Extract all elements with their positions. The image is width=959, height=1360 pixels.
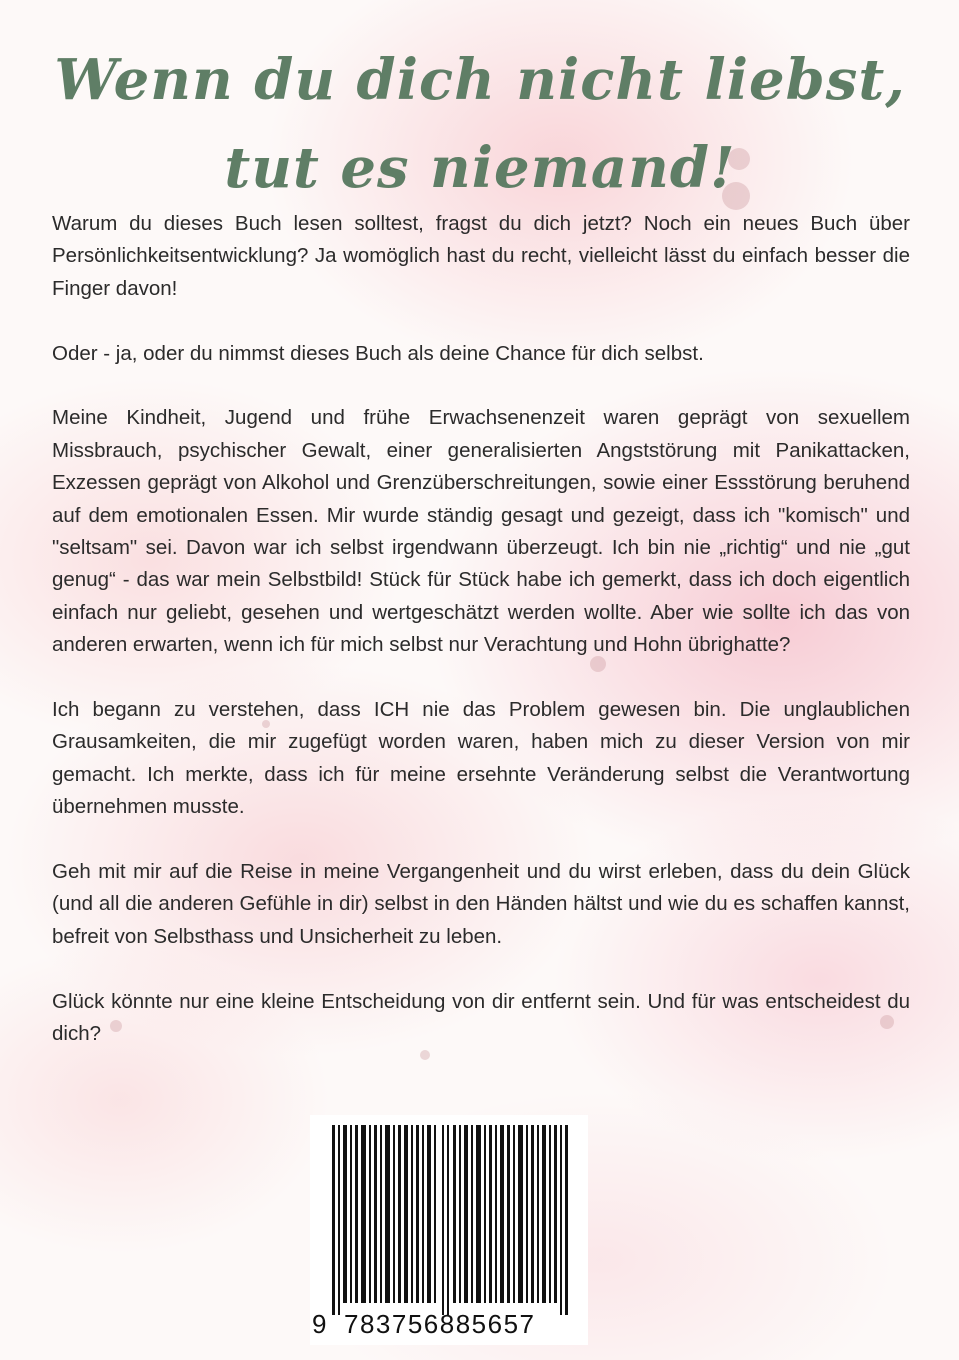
- paragraph-4: Ich begann zu verstehen, dass ICH nie das Problem gewesen bin. Die unglaublichen Grausamkeiten, die mir zugefügt worden waren, haben mich zu dieser Version von mir gemacht. Ich merkte, dass ich für meine ersehnte Veränderung selbst die Verantwortung übernehmen musste.: [52, 698, 910, 819]
- isbn-barcode: [310, 1115, 588, 1345]
- paragraph-6: Glück könnte nur eine kleine Entscheidung von dir entfernt sein. Und für was entscheidest du dich?: [52, 989, 910, 1046]
- isbn-first-digit: 9: [312, 1309, 327, 1339]
- barcode-bars: [332, 1125, 568, 1315]
- paragraph-1: Warum du dieses Buch lesen solltest, fragst du dich jetzt? Noch ein neues Buch über Persönlichkeitsentwicklung? Ja womöglich hast du recht, vielleicht lässt du einfach besser die Finger davon!: [52, 212, 910, 300]
- paragraph-3: Meine Kindheit, Jugend und frühe Erwachsenenzeit waren geprägt von sexuellem Missbrauch, psychischer Gewalt, einer generalisierten Angststörung mit Panikattacken, Exzessen geprägt von Alkohol und Grenzüberschreitungen, sowie einer Essstörung beruhend auf dem emotionalen Essen. Mir wurde ständig gesagt und gezeigt, dass ich "komisch" und "seltsam" sei. Davon war ich selbst irgendwann überzeugt. Ich bin nie „richtig“ und nie „gut genug“ - das war mein Selbstbild! Stück für Stück habe ich gemerkt, dass ich doch eigentlich einfach nur geliebt, gesehen und wertgeschätzt werden wollte. Aber wie sollte ich das von anderen erwarten, wenn ich für mich selbst nur Verachtung und Hohn übrighatte?: [52, 406, 910, 657]
- paragraph-5: Geh mit mir auf die Reise in meine Vergangenheit und du wirst erleben, dass du dein Glück (und all die anderen Gefühle in dir) selbst in den Händen hältst und wie du es schaffen kannst, befreit von Selbsthass und Unsicherheit zu leben.: [52, 860, 910, 948]
- paragraph-2: Oder - ja, oder du nimmst dieses Buch als deine Chance für dich selbst.: [52, 341, 704, 365]
- book-title: Wenn du dich nicht liebst, tut es niemand!: [54, 47, 906, 201]
- isbn-number: [310, 1307, 588, 1341]
- isbn-digits: 783756885657: [344, 1309, 536, 1339]
- back-cover-blurb: [52, 208, 910, 1050]
